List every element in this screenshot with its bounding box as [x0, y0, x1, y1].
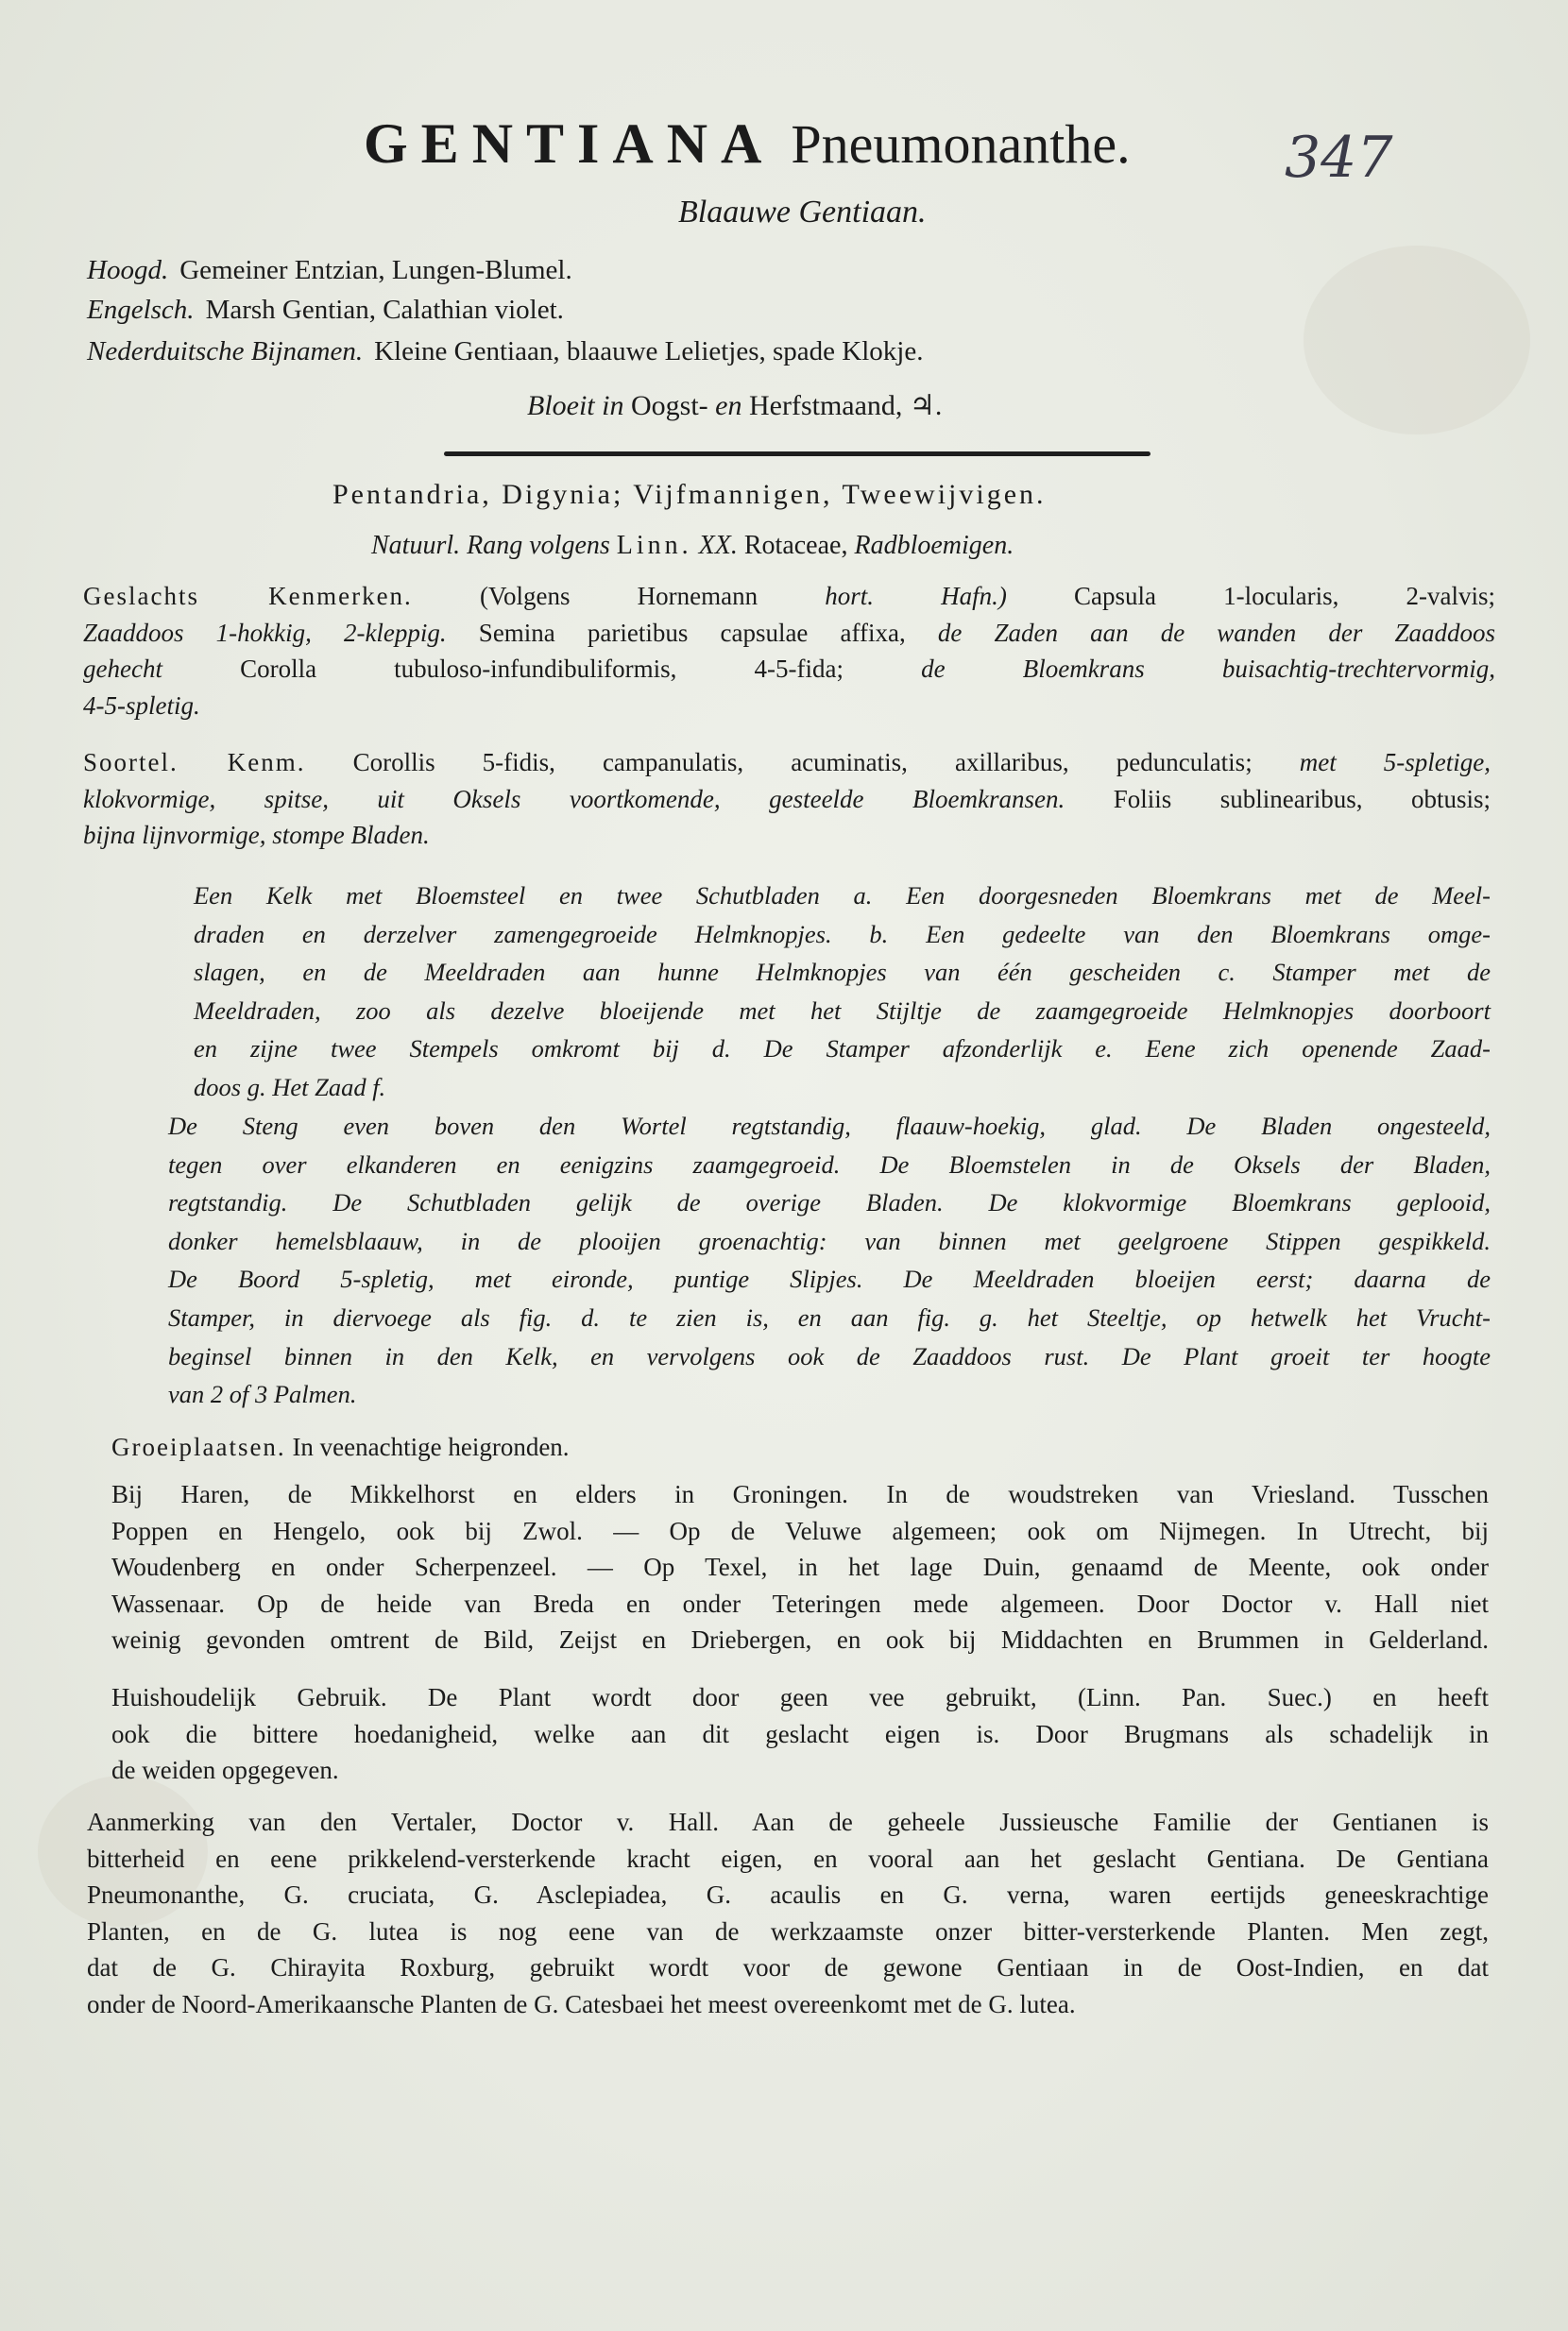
- text-span: Corollis 5-fidis, campanulatis, acuminatis, axillaribus, pedunculatis;: [352, 748, 1253, 776]
- handwritten-page-number: 347: [1285, 125, 1393, 191]
- page-title: [364, 111, 1131, 177]
- name-lang: Nederduitsche Bijnamen.: [87, 336, 364, 366]
- paper-stain: [1304, 246, 1530, 434]
- name-english: [87, 295, 564, 326]
- rang-linn: Linn.: [616, 531, 692, 560]
- name-text: Kleine Gentiaan, blaauwe Lelietjes, spade Klokje.: [374, 336, 924, 366]
- text-line: [83, 688, 1495, 724]
- species-characters: [83, 744, 1491, 854]
- text-line: tegen over elkanderen en eenigzins zaamgegroeid. De Bloemstelen in de Oksels der Bladen,: [168, 1149, 1491, 1179]
- habitat: [111, 1429, 1472, 1466]
- stem-description: [168, 1107, 1491, 1414]
- text-line: [83, 615, 1495, 652]
- text-line: draden en derzelver zamengegroeide Helmknopjes. b. Een gedeelte van den Bloemkrans omge-: [194, 919, 1491, 948]
- rang-family: Rotaceae,: [743, 531, 848, 560]
- text-line: Woudenberg en onder Scherpenzeel. — Op Texel, in het lage Duin, genaamd de Meente, ook onder: [111, 1553, 1489, 1582]
- text-line: Stamper, in diervoege als fig. d. te zien is, en aan fig. g. het Steeltje, op hetwelk het Vrucht-: [168, 1302, 1491, 1332]
- translator-note: [87, 1804, 1489, 2023]
- section-heading: Groeiplaatsen.: [111, 1433, 286, 1461]
- text-line: beginsel binnen in den Kelk, en vervolgens ook de Zaaddoos rust. De Plant groeit ter hoogte: [168, 1341, 1491, 1370]
- text-line: Wassenaar. Op de heide van Breda en onder Teteringen mede algemeen. Door Doctor v. Hall niet: [111, 1589, 1489, 1618]
- text-line: Planten, en de G. lutea is nog eene van de werkzaamste onzer bitter-versterkende Planten. Men zegt,: [87, 1916, 1489, 1946]
- rang-number: XX.: [698, 531, 738, 560]
- genus-characters: [83, 578, 1495, 723]
- text-span: Semina parietibus capsulae affixa,: [478, 618, 906, 647]
- text-line: [83, 744, 1491, 781]
- name-dutch: [87, 336, 923, 367]
- text-line: weinig gevonden omtrent de Bild, Zeijst en Driebergen, en ook bij Middachten en Brummen in Gelderland.: [111, 1625, 1489, 1655]
- text-span: (Volgens Hornemann: [479, 582, 758, 610]
- text-line: Aanmerking van den Vertaler, Doctor v. Hall. Aan de geheele Jussieusche Familie der Gentianen is: [87, 1808, 1489, 1836]
- name-lang: Hoogd.: [87, 255, 169, 285]
- text-span: 4-5-spletig.: [83, 690, 200, 720]
- linnaean-system: Pentandria, Digynia; Vijfmannigen, Tweewijvigen.: [332, 479, 1047, 510]
- text-span: gehecht: [83, 655, 162, 684]
- bloeit-month-1: Oogst-: [630, 390, 708, 421]
- text-line: Poppen en Hengelo, ook bij Zwol. — Op de Veluwe algemeen; ook om Nijmegen. In Utrecht, bij: [111, 1516, 1489, 1545]
- text-span: klokvormige, spitse, uit Oksels voortkomende, gesteelde Bloemkransen.: [83, 784, 1065, 813]
- text-line: Meeldraden, zoo als dezelve bloeijende met het Stijltje de zaamgegroeide Helmknopjes doorboort: [194, 995, 1491, 1025]
- text-line: slagen, en de Meeldraden aan hunne Helmknopjes van één gescheiden c. Stamper met de: [194, 958, 1491, 987]
- text-line: [83, 781, 1491, 818]
- text-line: en zijne twee Stempels omkromt bij d. De Stamper afzonderlijk e. Eene zich openende Zaad-: [194, 1034, 1491, 1063]
- text-line: dat de G. Chirayita Roxburg, gebruikt wordt voor de gewone Gentiaan in de Oost-Indien, en dat: [87, 1953, 1489, 1982]
- text-line: [83, 817, 1491, 854]
- name-text: Gemeiner Entzian, Lungen-Blumel.: [179, 255, 572, 285]
- text-line: [111, 1429, 1472, 1466]
- text-line: regtstandig. De Schutbladen gelijk de overige Bladen. De klokvormige Bloemkrans geplooid,: [168, 1188, 1491, 1217]
- text-line: De Steng even boven den Wortel regtstandig, flaauw-hoekig, glad. De Bladen ongesteeld,: [168, 1112, 1491, 1140]
- text-line: [83, 578, 1495, 615]
- text-span: de Bloemkrans buisachtig-trechtervormig,: [921, 655, 1496, 684]
- natural-rank: [371, 531, 1014, 561]
- text-span: Capsula 1-locularis, 2-valvis;: [1074, 582, 1496, 610]
- text-span: met 5-spletige,: [1299, 748, 1491, 776]
- text-line: doos g. Het Zaad f.: [194, 1072, 386, 1101]
- text-line: van 2 of 3 Palmen.: [168, 1380, 357, 1409]
- bloeit-conj: en: [715, 390, 742, 421]
- section-heading: Soortel. Kenm.: [83, 748, 306, 776]
- rang-label: Natuurl. Rang volgens: [371, 531, 610, 560]
- text-line: Pneumonanthe, G. cruciata, G. Asclepiadea, G. acaulis en G. verna, waren eertijds geneeskrachtige: [87, 1880, 1489, 1910]
- text-line: onder de Noord-Amerikaansche Planten de G. Catesbaei het meest overeenkomt met de G. lutea.: [87, 1989, 1076, 2018]
- genus-name: GENTIANA: [364, 112, 775, 175]
- text-line: donker hemelsblaauw, in de plooijen groenachtig: van binnen met geelgroene Stippen gespikkeld.: [168, 1226, 1491, 1255]
- text-line: ook die bittere hoedanigheid, welke aan dit geslacht eigen is. Door Brugmans als schadelijk in: [111, 1719, 1489, 1748]
- text-line: Bij Haren, de Mikkelhorst en elders in Groningen. In de woudstreken van Vriesland. Tusschen: [111, 1480, 1489, 1508]
- text-span: bijna lijnvormige, stompe Bladen.: [83, 821, 430, 850]
- text-line: de weiden opgegeven.: [111, 1756, 339, 1785]
- bloeit-month-2: Herfstmaand, ♃.: [748, 390, 943, 421]
- rang-dutch: Radbloemigen.: [854, 531, 1014, 560]
- text-span: In veenachtige heigronden.: [292, 1433, 570, 1461]
- text-span: de Zaden aan de wanden der Zaaddoos: [937, 618, 1496, 647]
- text-line: [83, 651, 1495, 688]
- section-divider: [444, 451, 1150, 456]
- flowering-time: [527, 389, 942, 422]
- text-line: bitterheid en eene prikkelend-versterkende kracht eigen, en vooral aan het geslacht Gentiana. De Gentiana: [87, 1844, 1489, 1873]
- figure-explanation: [194, 876, 1491, 1107]
- bloeit-label: Bloeit in: [527, 390, 624, 421]
- text-line: Een Kelk met Bloemsteel en twee Schutbladen a. Een doorgesneden Bloemkrans met de Meel-: [194, 881, 1491, 910]
- name-lang: Engelsch.: [87, 295, 195, 325]
- name-german: [87, 255, 572, 286]
- section-heading: Geslachts Kenmerken.: [83, 582, 413, 610]
- text-span: hort. Hafn.): [825, 582, 1007, 610]
- household-use: [111, 1679, 1489, 1789]
- text-line: De Boord 5-spletig, met eironde, puntige Slipjes. De Meeldraden bloeijen eerst; daarna de: [168, 1265, 1491, 1294]
- text-span: Zaaddoos 1-hokkig, 2-kleppig.: [83, 618, 447, 647]
- localities: [111, 1476, 1489, 1659]
- dutch-common-name: Blaauwe Gentiaan.: [678, 195, 927, 230]
- text-span: Corolla tubuloso-infundibuliformis, 4-5-fida;: [240, 655, 844, 684]
- text-line: Huishoudelijk Gebruik. De Plant wordt door geen vee gebruikt, (Linn. Pan. Suec.) en heeft: [111, 1683, 1489, 1711]
- text-span: Foliis sublinearibus, obtusis;: [1113, 784, 1491, 813]
- species-name: Pneumonanthe.: [791, 113, 1131, 175]
- name-text: Marsh Gentian, Calathian violet.: [205, 295, 564, 325]
